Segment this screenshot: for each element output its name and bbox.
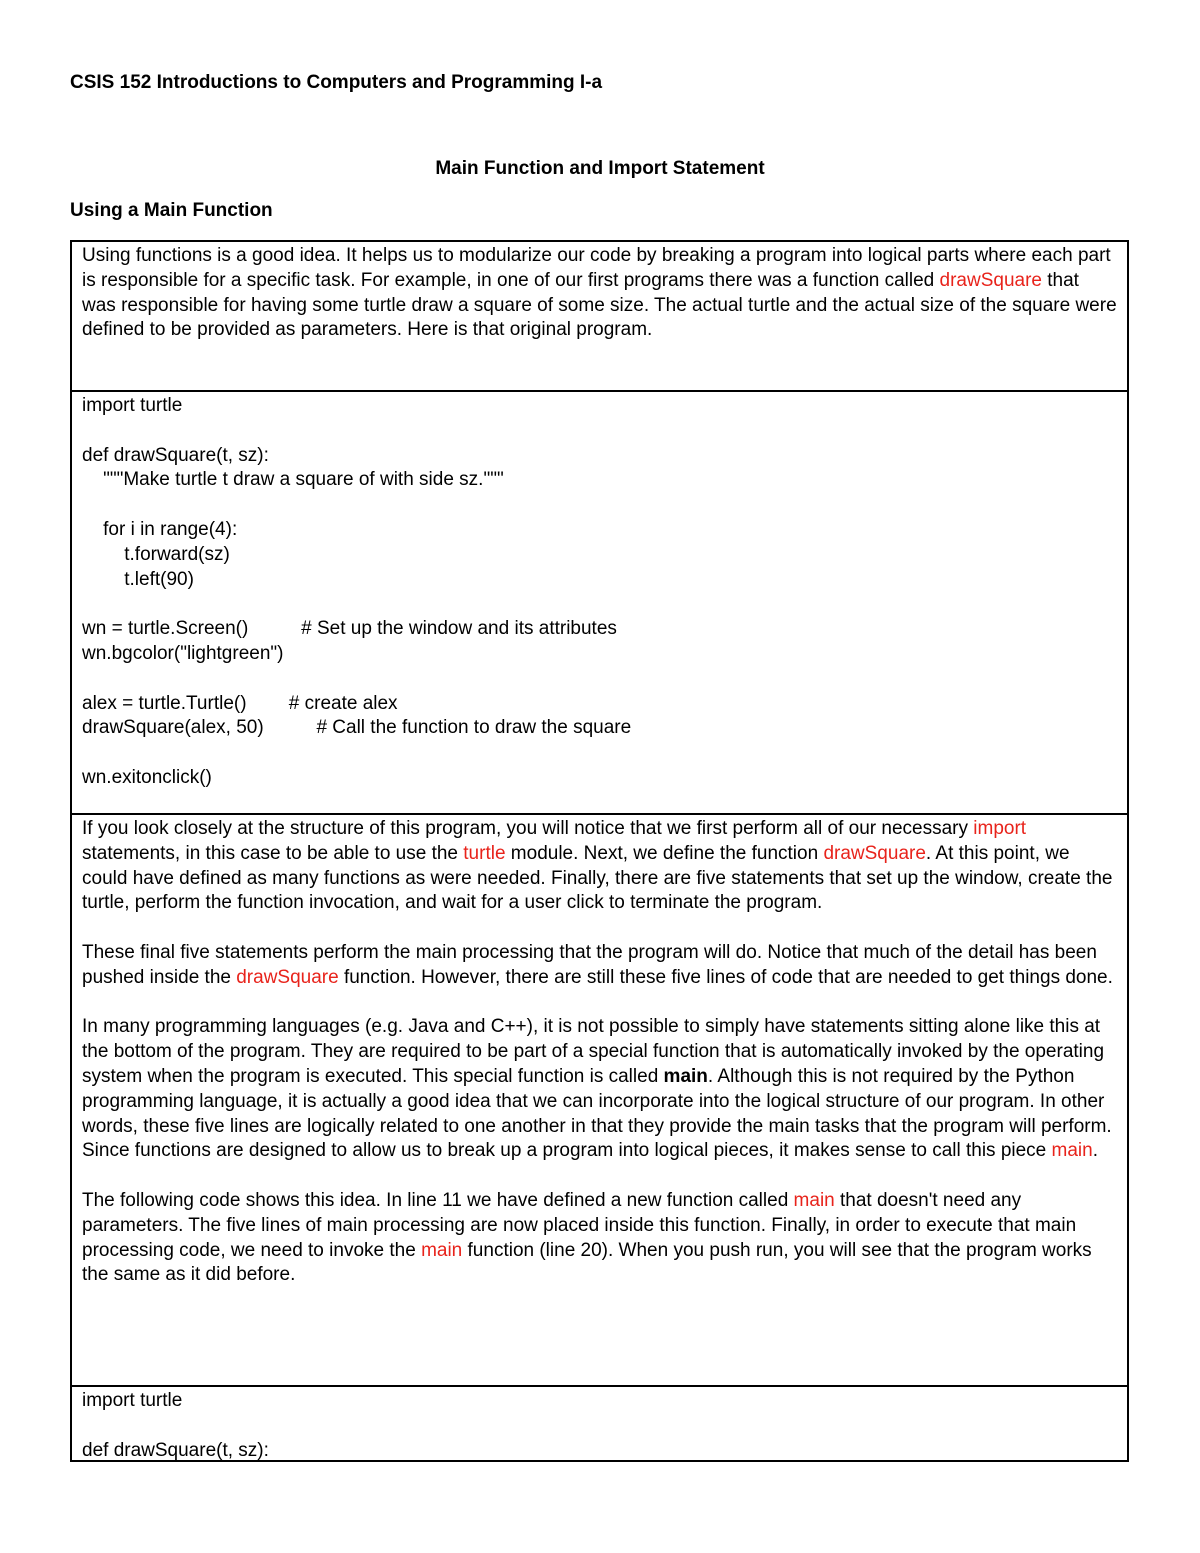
code-line: wn.bgcolor("lightgreen") [82, 642, 284, 664]
highlight-drawsquare: drawSquare [236, 966, 339, 988]
code-line: def drawSquare(t, sz): [82, 1439, 269, 1461]
code-box-original [70, 390, 1129, 815]
code-line [82, 419, 1117, 444]
course-title: CSIS 152 Introductions to Computers and Programming I-a [70, 72, 603, 93]
highlight-turtle: turtle [463, 842, 506, 864]
code-line: t.left(90) [82, 568, 194, 590]
code-line: drawSquare(alex, 50) # Call the function to draw the square [82, 717, 632, 739]
code-line: alex = turtle.Turtle() # create alex [82, 692, 398, 714]
explanation-paragraph-2: These final five statements perform the main processing that the program will do. Notice that much of the detail has been pushed inside the drawSquare function. However, there are still these five lines of code that are needed to get things done. [82, 941, 1113, 988]
code-box-main [70, 1385, 1129, 1462]
code-line [82, 592, 1117, 617]
bold-main: main [663, 1065, 708, 1087]
highlight-drawsquare: drawSquare [939, 269, 1042, 291]
intro-box [70, 240, 1129, 392]
document-title: Main Function and Import Statement [435, 158, 765, 179]
highlight-drawsquare: drawSquare [823, 842, 926, 864]
code-line: import turtle [82, 1390, 183, 1411]
intro-paragraph: Using functions is a good idea. It helps us to modularize our code by breaking a program into logical parts where each part is responsible for a specific task. For example, in one of our first programs there was a function called drawSquare that was responsible for having some turtle draw a square of some size. The actual turtle and the actual size of the square were defined to be provided as parameters. Here is that original program. [82, 245, 1117, 341]
code-line: wn = turtle.Screen() # Set up the window and its attributes [82, 618, 617, 640]
explanation-box [70, 813, 1129, 1387]
code-line: wn.exitonclick() [82, 766, 212, 788]
section-heading: Using a Main Function [70, 200, 273, 221]
code-line [82, 1414, 1117, 1439]
code-line [82, 667, 1117, 692]
code-line: def drawSquare(t, sz): [82, 444, 269, 466]
code-line: """Make turtle t draw a square of with side sz.""" [82, 469, 504, 491]
highlight-main: main [793, 1189, 835, 1211]
highlight-main: main [421, 1239, 463, 1261]
code-line [82, 493, 1117, 518]
code-line [82, 741, 1117, 766]
explanation-paragraph-1: If you look closely at the structure of this program, you will notice that we first perform all of our necessary import statements, in this case to be able to use the turtle module. Next, we define the function drawSquare. At this point, we could have defined as many functions as were needed. Finally, there are five statements that set up the window, create the turtle, perform the function invocation, and wait for a user click to terminate the program. [82, 818, 1113, 914]
explanation-paragraph-4: The following code shows this idea. In line 11 we have defined a new function called main that doesn't need any parameters. The five lines of main processing are now placed inside this function. Finally, in order to execute that main processing code, we need to invoke the main function (line 20). When you push run, you will see that the program works the same as it did before. [82, 1189, 1092, 1286]
code-line: import turtle [82, 395, 183, 416]
highlight-import: import [973, 818, 1027, 839]
highlight-main: main [1051, 1140, 1093, 1162]
code-line: t.forward(sz) [82, 543, 230, 565]
code-line: for i in range(4): [82, 518, 238, 540]
explanation-paragraph-3: In many programming languages (e.g. Java and C++), it is not possible to simply have statements sitting alone like this at the bottom of the program. They are required to be part of a special function that is automatically invoked by the operating system when the program is executed. This special function is called main. Although this is not required by the Python programming language, it is actually a good idea that we can incorporate into the logical structure of our program. In other words, these five lines are logically related to one another in that they provide the main tasks that the program will perform. Since functions are designed to allow us to break up a program into logical pieces, it makes sense to call this piece main. [82, 1016, 1112, 1162]
